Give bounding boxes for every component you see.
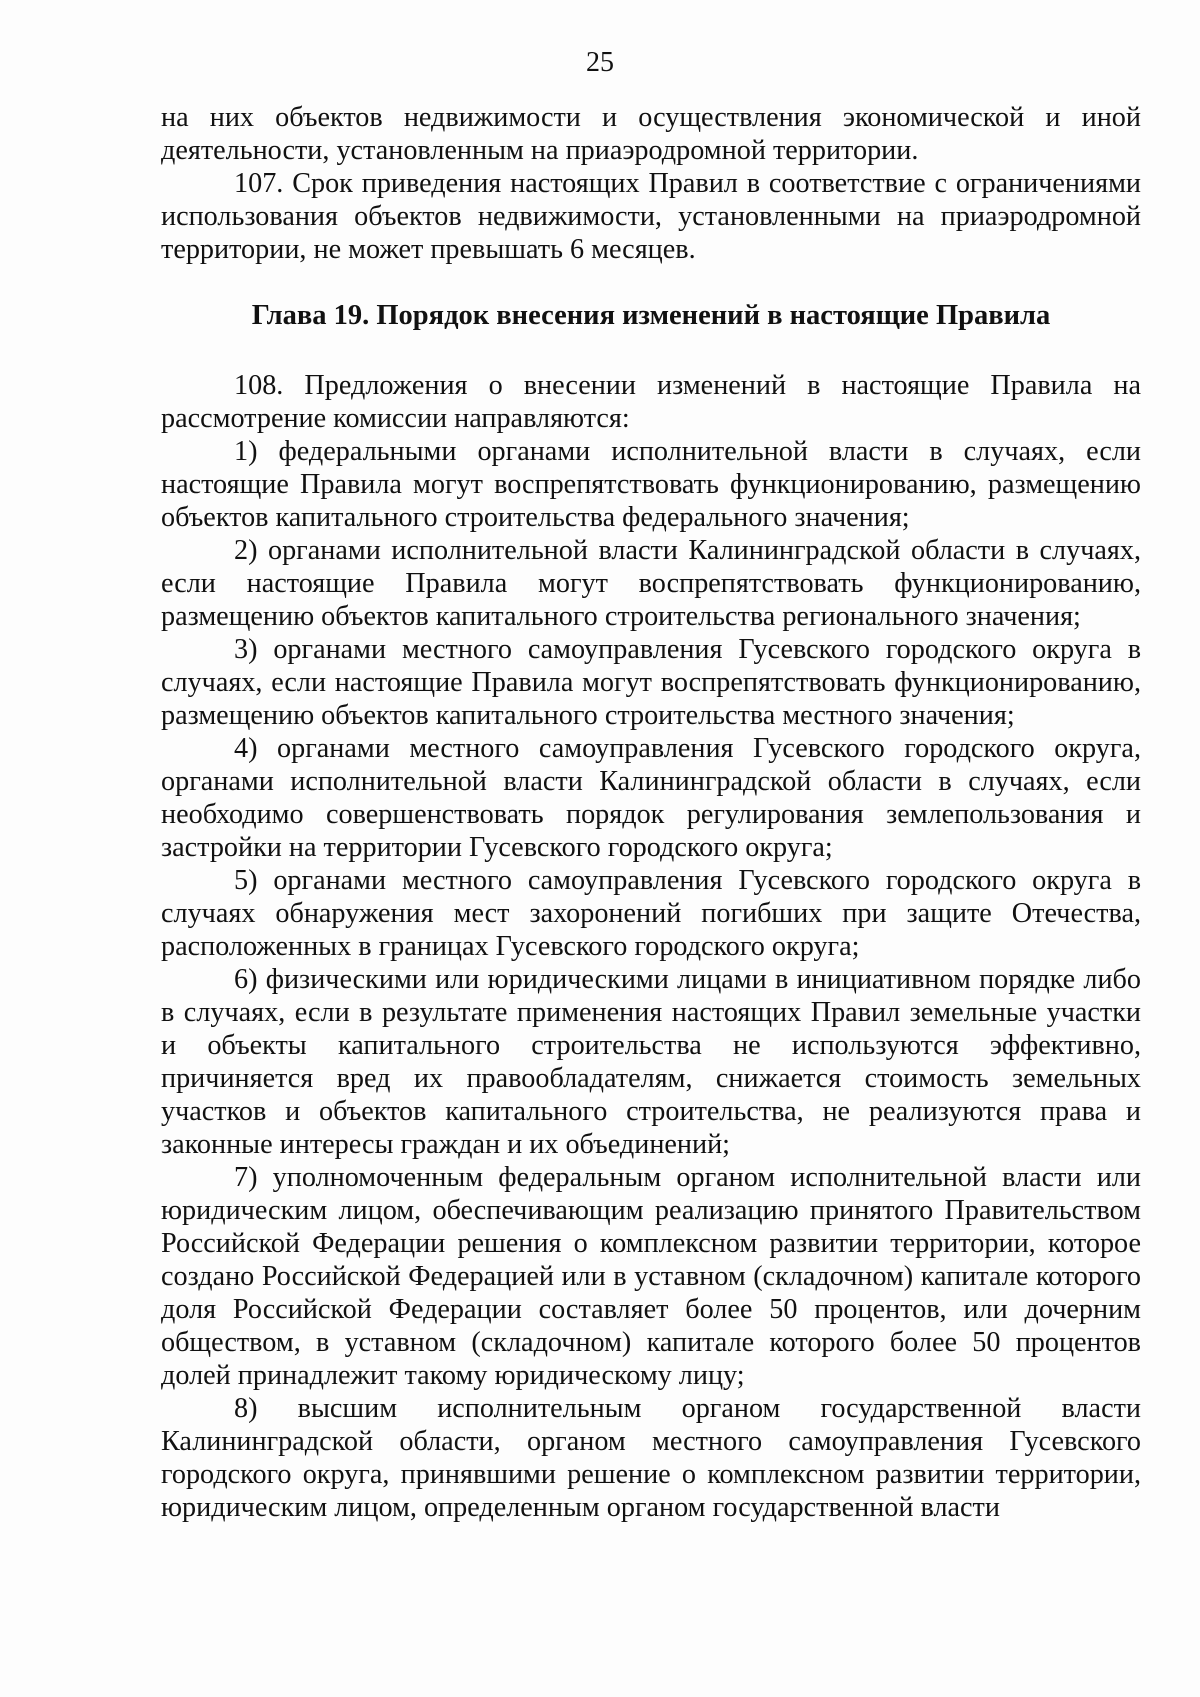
- subitem-7: 7) уполномоченным федеральным органом исполнительной власти или юридическим лицом, обеспечивающим реализацию принятого Правительством Российской Федерации решения о комплексном развитии территории, которое создано Российской Федерацией или в уставном (складочном) капитале которого доля Российской Федерации составляет более 50 процентов, или дочерним обществом, в уставном (складочном) капитале которого более 50 процентов долей принадлежит такому юридическому лицу;: [161, 1162, 1141, 1391]
- item-107-paragraph: 107. Срок приведения настоящих Правил в соответствие с ограничениями использования объектов недвижимости, установленными на приаэродромной территории, не может превышать 6 месяцев.: [161, 168, 1141, 265]
- subitem-6: 6) физическими или юридическими лицами в инициативном порядке либо в случаях, если в результате применения настоящих Правил земельные участки и объекты капитального строительства не используются эффективно, причиняется вред их правообладателям, снижается стоимость земельных участков и объектов капитального строительства, не реализуются права и законные интересы граждан и их объединений;: [161, 964, 1141, 1160]
- subitem-8: 8) высшим исполнительным органом государственной власти Калининградской области, органом местного самоуправления Гусевского городского округа, принявшими решение о комплексном развитии территории, юридическим лицом, определенным органом государственной власти: [161, 1393, 1141, 1523]
- subitem-4: 4) органами местного самоуправления Гусевского городского округа, органами исполнительной власти Калининградской области в случаях, если необходимо совершенствовать порядок регулирования землепользования и застройки на территории Гусевского городского округа;: [161, 733, 1141, 863]
- chapter-heading: Глава 19. Порядок внесения изменений в настоящие Правила: [251, 300, 1051, 331]
- page-number: 25: [586, 47, 614, 78]
- subitem-3: 3) органами местного самоуправления Гусевского городского округа в случаях, если настоящие Правила могут воспрепятствовать функционированию, размещению объектов капитального строительства местного значения;: [161, 634, 1141, 731]
- subitem-2: 2) органами исполнительной власти Калининградской области в случаях, если настоящие Правила могут воспрепятствовать функционированию, размещению объектов капитального строительства регионального значения;: [161, 535, 1141, 632]
- subitem-1: 1) федеральными органами исполнительной власти в случаях, если настоящие Правила могут воспрепятствовать функционированию, размещению объектов капитального строительства федерального значения;: [161, 436, 1141, 533]
- continuation-paragraph: на них объектов недвижимости и осуществления экономической и иной деятельности, установленным на приаэродромной территории.: [161, 102, 1141, 166]
- subitem-5: 5) органами местного самоуправления Гусевского городского округа в случаях обнаружения мест захоронений погибших при защите Отечества, расположенных в границах Гусевского городского округа;: [161, 865, 1141, 962]
- document-body: [161, 101, 1141, 1524]
- item-108-intro: 108. Предложения о внесении изменений в настоящие Правила на рассмотрение комиссии направляются:: [161, 370, 1141, 434]
